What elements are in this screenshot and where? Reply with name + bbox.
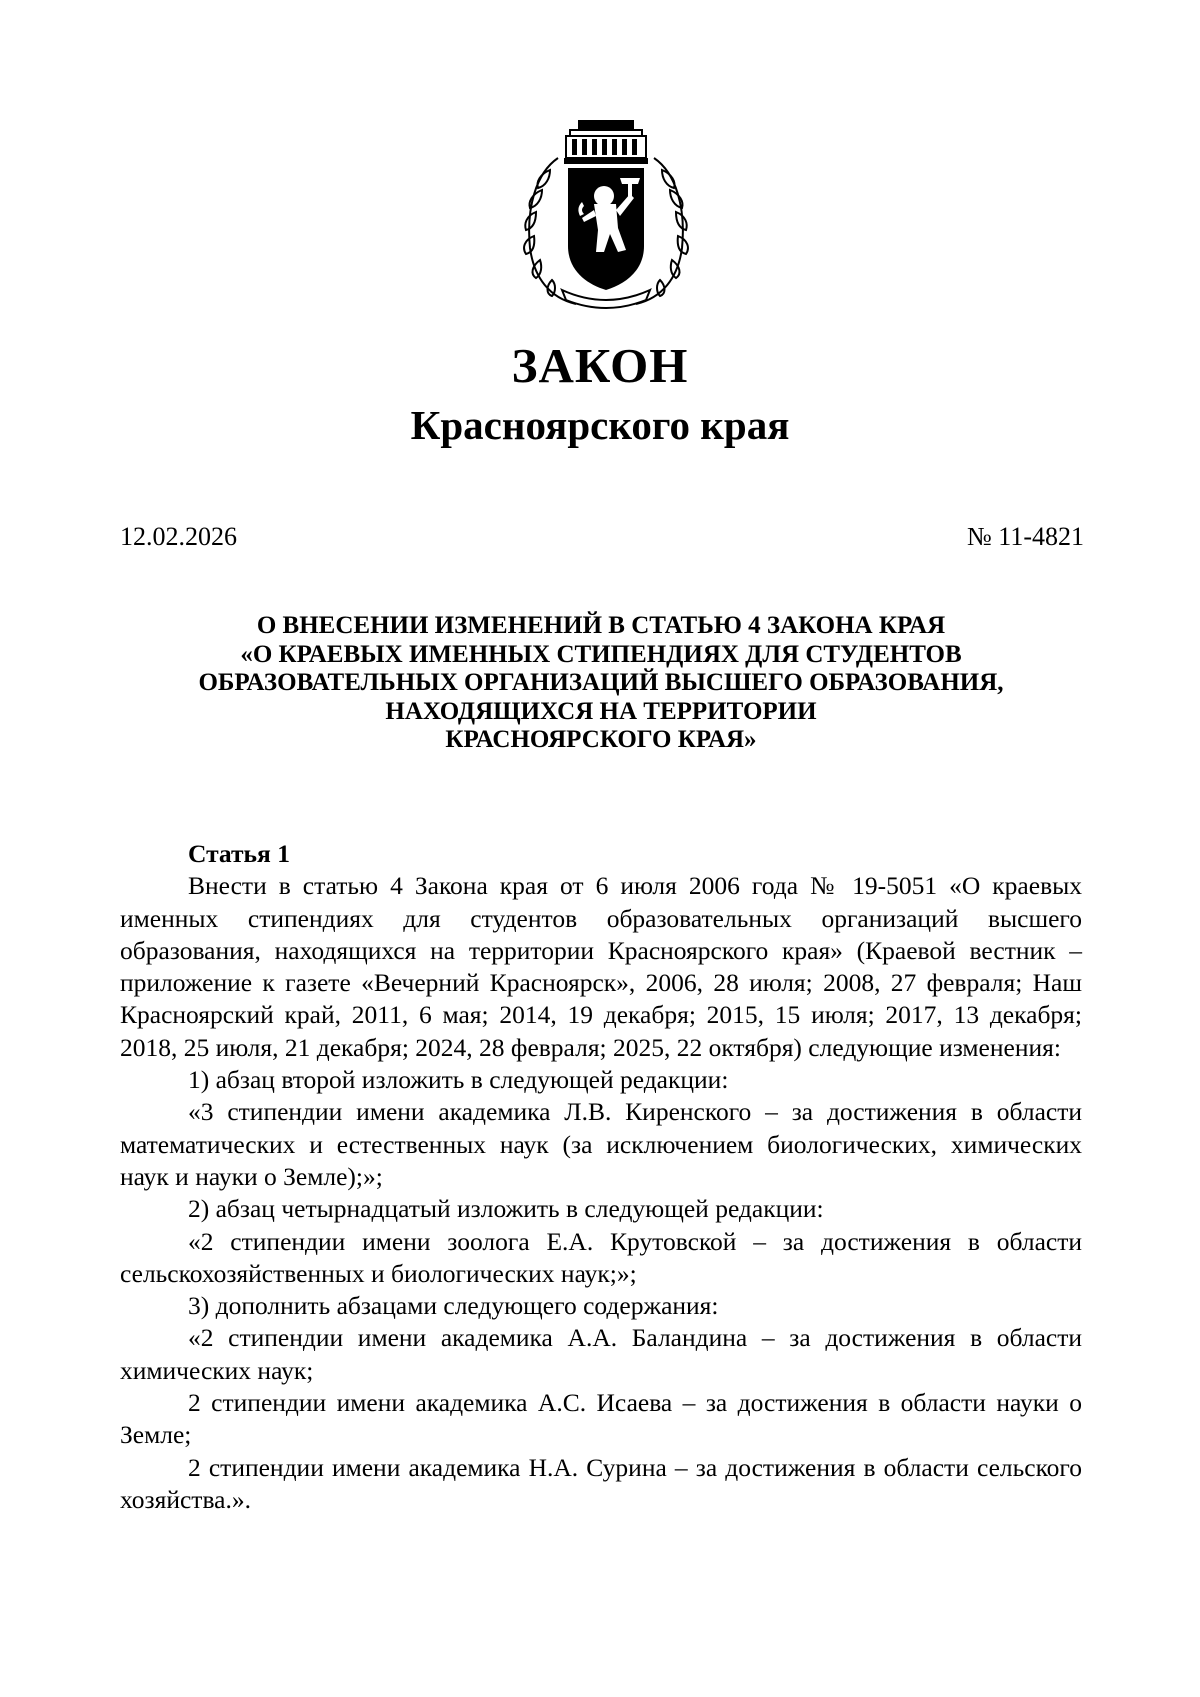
- article-heading: Статья 1: [188, 839, 290, 868]
- article-paragraph: Внести в статью 4 Закона края от 6 июля 2006 года № 19-5051 «О краевых именных стипендиях для студентов образовательных организаций высшего образования, находящихся на территории Красноярского края» (Краевой вестник – приложение к газете «Вечерний Красноярск», 2006, 28 июля; 2008, 27 февраля; Наш Красноярский край, 2011, 6 мая; 2014, 19 декабря; 2015, 15 июля; 2017, 13 декабря; 2018, 25 июля, 21 декабря; 2024, 28 февраля; 2025, 22 октября) следующие изменения:: [120, 871, 1082, 1062]
- document-type-title: ЗАКОН: [511, 338, 689, 393]
- coat-of-arms-icon: [518, 118, 694, 312]
- law-heading-line: «О КРАЕВЫХ ИМЕННЫХ СТИПЕНДИЯХ ДЛЯ СТУДЕНТОВ: [240, 640, 962, 668]
- region-title: Красноярского края: [410, 402, 790, 448]
- law-date: 12.02.2026: [120, 522, 237, 551]
- law-heading-line: КРАСНОЯРСКОГО КРАЯ»: [445, 726, 757, 753]
- law-heading-line: ОБРАЗОВАТЕЛЬНЫХ ОРГАНИЗАЦИЙ ВЫСШЕГО ОБРАЗОВАНИЯ,: [198, 669, 1004, 696]
- article-body: [120, 838, 1082, 1516]
- article-paragraph: 2) абзац четырнадцатый изложить в следующей редакции:: [188, 1194, 824, 1224]
- article-paragraph: 2 стипендии имени академика А.С. Исаева – за достижения в области науки о Земле;: [120, 1388, 1082, 1450]
- article-paragraph: «3 стипендии имени академика Л.В. Киренского – за достижения в области математических и естественных наук (за исключением биологических, химических наук и науки о Земле);»;: [120, 1097, 1082, 1191]
- article-paragraph: 1) абзац второй изложить в следующей редакции:: [188, 1065, 729, 1095]
- law-heading-line: О ВНЕСЕНИИ ИЗМЕНЕНИЙ В СТАТЬЮ 4 ЗАКОНА КРАЯ: [256, 612, 946, 639]
- law-heading-line: НАХОДЯЩИХСЯ НА ТЕРРИТОРИИ: [385, 697, 817, 725]
- law-number: № 11-4821: [967, 522, 1084, 551]
- article-paragraph: «2 стипендии имени зоолога Е.А. Крутовской – за достижения в области сельскохозяйственных и биологических наук;»;: [120, 1226, 1082, 1288]
- article-paragraph: «2 стипендии имени академика А.А. Баландина – за достижения в области химических наук;: [120, 1323, 1082, 1385]
- article-paragraph: 3) дополнить абзацами следующего содержания:: [188, 1291, 719, 1321]
- law-heading: [120, 612, 1082, 755]
- article-paragraph: 2 стипендии имени академика Н.А. Сурина – за достижения в области сельского хозяйства.».: [120, 1452, 1082, 1514]
